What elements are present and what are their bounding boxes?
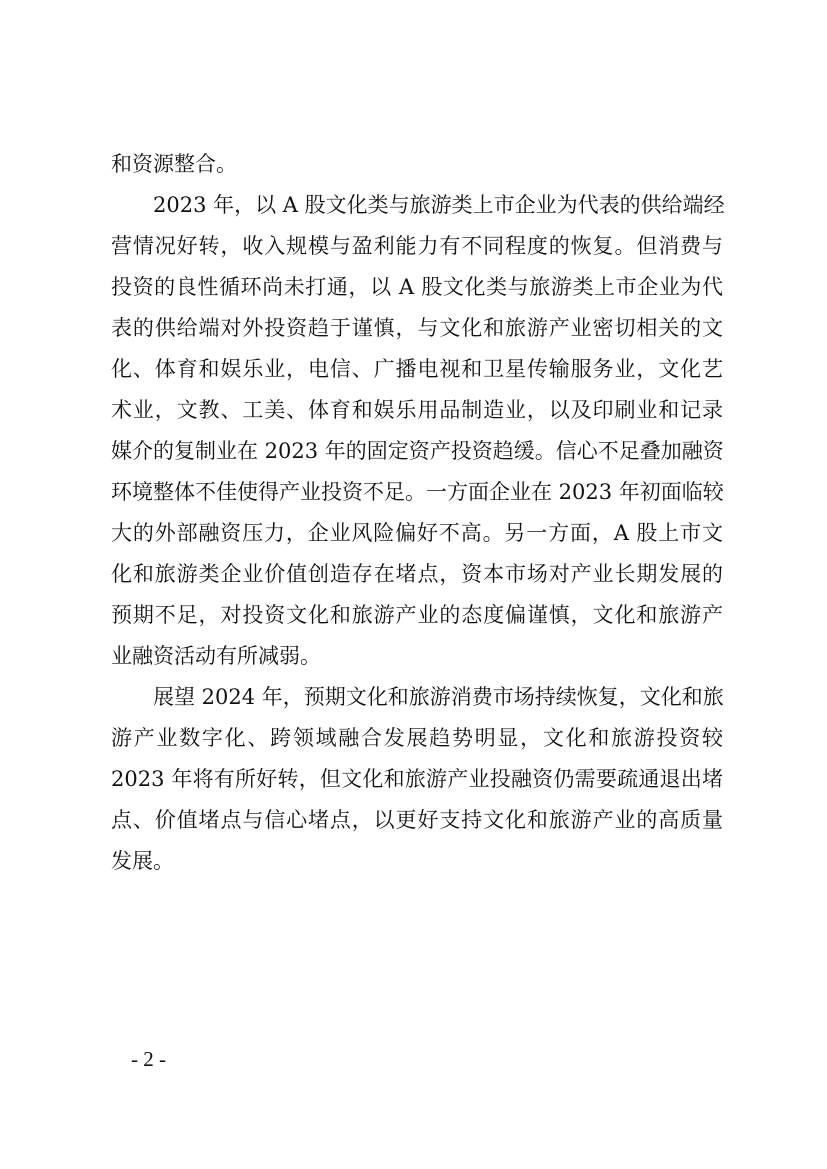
paragraph-line: 展望 2024 年，预期文化和旅游消费市场持续恢复，文化和旅	[153, 685, 724, 709]
page-number: - 2 -	[131, 1047, 166, 1071]
paragraph-line: 投资的良性循环尚未打通，以 A 股文化类与旅游类上市企业为代	[111, 275, 723, 299]
paragraph-line: 术业，文教、工美、体育和娱乐用品制造业，以及印刷业和记录	[111, 398, 723, 422]
paragraph-line: 表的供给端对外投资趋于谨慎，与文化和旅游产业密切相关的文	[111, 316, 723, 340]
paragraph-line: 环境整体不佳使得产业投资不足。一方面企业在 2023 年初面临较	[111, 480, 724, 504]
paragraph-line: 大的外部融资压力，企业风险偏好不高。另一方面，A 股上市文	[111, 521, 723, 545]
paragraph-line: 2023 年，以 A 股文化类与旅游类上市企业为代表的供给端经	[153, 193, 725, 217]
paragraph-line: 业融资活动有所减弱。	[111, 644, 321, 668]
paragraph-line: 点、价值堵点与信心堵点，以更好支持文化和旅游产业的高质量	[111, 808, 723, 832]
paragraph-line: 化和旅游类企业价值创造存在堵点，资本市场对产业长期发展的	[111, 562, 723, 586]
paragraph-line: 媒介的复制业在 2023 年的固定资产投资趋缓。信心不足叠加融资	[111, 439, 724, 463]
paragraph-line: 预期不足，对投资文化和旅游产业的态度偏谨慎，文化和旅游产	[111, 603, 723, 627]
paragraph-line: 发展。	[111, 849, 174, 873]
paragraph-line: 营情况好转，收入规模与盈利能力有不同程度的恢复。但消费与	[111, 234, 723, 258]
paragraph-line: 和资源整合。	[111, 152, 237, 176]
paragraph-line: 游产业数字化、跨领域融合发展趋势明显，文化和旅游投资较	[111, 726, 723, 750]
paragraph-line: 化、体育和娱乐业，电信、广播电视和卫星传输服务业，文化艺	[111, 357, 723, 381]
paragraph-line: 2023 年将有所好转，但文化和旅游产业投融资仍需要疏通退出堵	[111, 767, 723, 791]
